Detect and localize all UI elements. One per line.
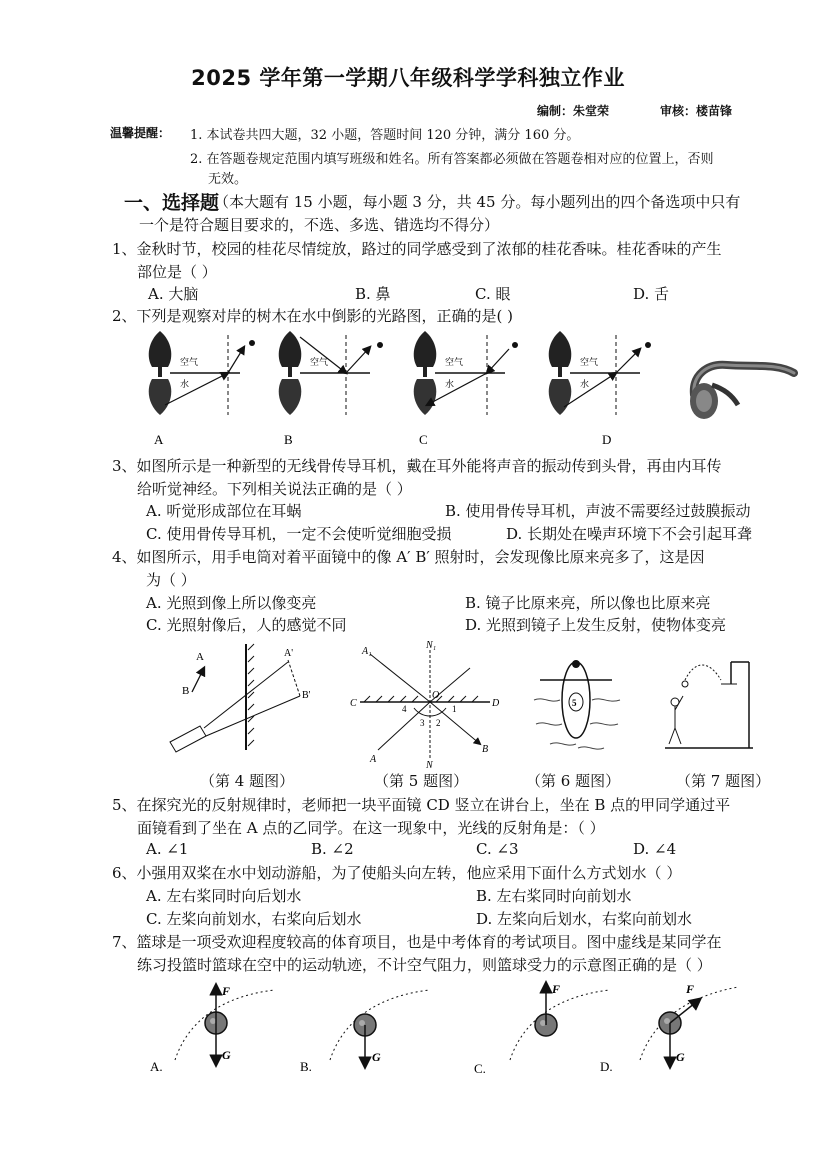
- q7-label-a: A.: [150, 1059, 163, 1074]
- bone-conduction-headphones-image: [682, 345, 800, 425]
- q2-label-a: A: [154, 432, 164, 447]
- svg-text:A₁: A₁: [362, 646, 372, 657]
- q7-diagram-b: [300, 990, 430, 1074]
- q1-stem: 1、金秋时节，校园的桂花尽情绽放，路过的同学感受到了浓郁的桂花香味。桂花香味的产生: [112, 240, 722, 258]
- q6-option-b: B. 左右桨同时向前划水: [476, 887, 632, 905]
- q2-label-d: D: [602, 432, 612, 447]
- section-description: （本大题有 15 小题，每小题 3 分，共 45 分。每小题列出的四个备选项中只有: [214, 193, 741, 211]
- svg-text:C: C: [350, 698, 357, 709]
- q3-stem: 3、如图所示是一种新型的无线骨传导耳机，戴在耳外能将声音的振动传到头骨，再由内耳传: [112, 457, 722, 475]
- q2-stem: 2、下列是观察对岸的树木在水中倒影的光路图，正确的是( ): [112, 307, 514, 325]
- q2-light-path-diagrams: [140, 325, 680, 450]
- svg-text:A': A': [284, 648, 294, 659]
- q6-option-d: D. 左桨向后划水，右桨向前划水: [476, 910, 693, 928]
- fig5-caption: （第 5 题图）: [374, 772, 469, 790]
- q7-force-g-label: G: [676, 1050, 685, 1064]
- q5-stem: 5、在探究光的反射规律时，老师把一块平面镜 CD 竖立在讲台上，坐在 B 点的甲同学通过平: [112, 796, 731, 814]
- q2-air-label: 空气: [180, 357, 199, 367]
- svg-text:4: 4: [402, 704, 407, 714]
- svg-text:O: O: [432, 690, 440, 701]
- q2-diagram-c: [414, 331, 518, 447]
- svg-text:1: 1: [452, 704, 457, 714]
- q7-force-g-label: G: [372, 1050, 381, 1064]
- q1-option-c: C. 眼: [475, 285, 511, 303]
- q7-label-d: D.: [600, 1059, 613, 1074]
- svg-text:A: A: [370, 754, 377, 765]
- q2-air-label: 空气: [580, 357, 599, 367]
- q1-option-d: D. 舌: [633, 285, 670, 303]
- q3-stem-cont: 给听觉神经。下列相关说法正确的是（ ）: [137, 480, 412, 498]
- fig4-caption: （第 4 题图）: [200, 772, 295, 790]
- q2-diagram-d: [549, 331, 651, 447]
- q2-label-b: B: [284, 432, 293, 447]
- editor-credit: 编制：朱堂荣: [537, 104, 610, 118]
- fig7-basketball-shot: [665, 662, 753, 748]
- figures-q4-to-q7: [160, 640, 770, 770]
- q4-option-d: D. 光照到镜子上发生反射，使物体变亮: [465, 616, 727, 634]
- fig6-rowing-boat: [534, 660, 620, 749]
- section-heading: 一、选择题: [124, 192, 220, 214]
- q4-option-b: B. 镜子比原来亮，所以像也比原来亮: [465, 594, 711, 612]
- q7-diagram-a: [150, 984, 275, 1074]
- q6-stem: 6、小强用双桨在水中划动游船，为了使船头向左转，他应采用下面什么方式划水（ ）: [112, 864, 682, 882]
- q4-stem-cont: 为（ ）: [146, 571, 196, 589]
- q6-option-c: C. 左桨向前划水，右桨向后划水: [146, 910, 362, 928]
- q7-stem-cont: 练习投篮时篮球在空中的运动轨迹，不计空气阻力，则篮球受力的示意图正确的是（ ）: [137, 956, 712, 974]
- svg-text:N: N: [426, 760, 433, 770]
- q2-diagram-b: [279, 331, 383, 447]
- svg-text:D: D: [492, 698, 500, 709]
- q7-stem: 7、篮球是一项受欢迎程度较高的体育项目，也是中考体育的考试项目。图中虚线是某同学在: [112, 933, 722, 951]
- q5-option-a: A. ∠1: [146, 840, 189, 858]
- q5-option-d: D. ∠4: [633, 840, 677, 858]
- q3-option-b: B. 使用骨传导耳机，声波不需要经过鼓膜振动: [445, 502, 751, 520]
- q5-option-c: C. ∠3: [476, 840, 519, 858]
- reviewer-credit: 审核：楼苗锋: [660, 104, 733, 118]
- fig7-caption: （第 7 题图）: [676, 772, 771, 790]
- fig4-mirror-flashlight: [170, 644, 311, 752]
- svg-text:N₁: N₁: [426, 640, 437, 651]
- q6-option-a: A. 左右桨同时向后划水: [146, 887, 302, 905]
- svg-text:B: B: [182, 685, 190, 697]
- q7-force-g-label: G: [222, 1048, 231, 1062]
- q2-label-c: C: [419, 432, 428, 447]
- q2-water-label: 水: [580, 379, 590, 389]
- svg-text:A: A: [196, 651, 204, 663]
- svg-text:B: B: [482, 744, 489, 755]
- q1-stem-cont: 部位是（ ）: [137, 263, 217, 281]
- q3-option-d: D. 长期处在噪声环境下不会引起耳聋: [506, 525, 753, 543]
- q7-force-diagrams: [140, 975, 740, 1085]
- q7-force-f-label: F: [222, 984, 231, 998]
- fig5-reflection-diagram: [350, 640, 500, 770]
- svg-text:B': B': [302, 690, 311, 701]
- q4-option-a: A. 光照到像上所以像变亮: [146, 594, 317, 612]
- notice-item-2: 2. 在答题卷规定范围内填写班级和姓名。所有答案都必须做在答题卷相对应的位置上，否则: [190, 152, 714, 167]
- q1-option-b: B. 鼻: [355, 285, 391, 303]
- q5-stem-cont: 面镜看到了坐在 A 点的乙同学。在这一现象中，光线的反射角是：（ ）: [137, 819, 605, 837]
- q7-label-b: B.: [300, 1059, 312, 1074]
- q7-force-f-label: F: [686, 982, 695, 996]
- q5-option-b: B. ∠2: [311, 840, 354, 858]
- fig6-caption: （第 6 题图）: [526, 772, 621, 790]
- q2-diagram-a: [149, 331, 255, 447]
- q4-option-c: C. 光照射像后，人的感觉不同: [146, 616, 347, 634]
- svg-text:3: 3: [420, 718, 425, 728]
- q3-option-c: C. 使用骨传导耳机，一定不会使听觉细胞受损: [146, 525, 452, 543]
- q2-water-label: 水: [180, 379, 190, 389]
- svg-text:5: 5: [572, 698, 577, 708]
- q2-air-label: 空气: [445, 357, 464, 367]
- q4-stem: 4、如图所示，用手电筒对着平面镜中的像 A′ B′ 照射时，会发现像比原来亮多了，这是因: [112, 548, 705, 566]
- q2-air-label: 空气: [310, 357, 329, 367]
- svg-text:2: 2: [436, 718, 441, 728]
- notice-label: 温馨提醒：: [110, 126, 171, 140]
- notice-item-1: 1. 本试卷共四大题，32 小题，答题时间 120 分钟，满分 160 分。: [190, 128, 580, 143]
- q7-label-c: C.: [474, 1061, 486, 1076]
- section-description-cont: 一个是符合题目要求的，不选、多选、错选均不得分）: [139, 216, 500, 234]
- q2-water-label: 水: [445, 379, 455, 389]
- q3-option-a: A. 听觉形成部位在耳蜗: [146, 502, 302, 520]
- page-title: 2025 学年第一学期八年级科学学科独立作业: [191, 66, 625, 90]
- q7-diagram-d: [600, 982, 738, 1074]
- q1-option-a: A. 大脑: [148, 285, 199, 303]
- q7-force-f-label: F: [552, 982, 561, 996]
- q7-diagram-c: [474, 982, 610, 1076]
- notice-item-2-cont: 无效。: [208, 172, 248, 187]
